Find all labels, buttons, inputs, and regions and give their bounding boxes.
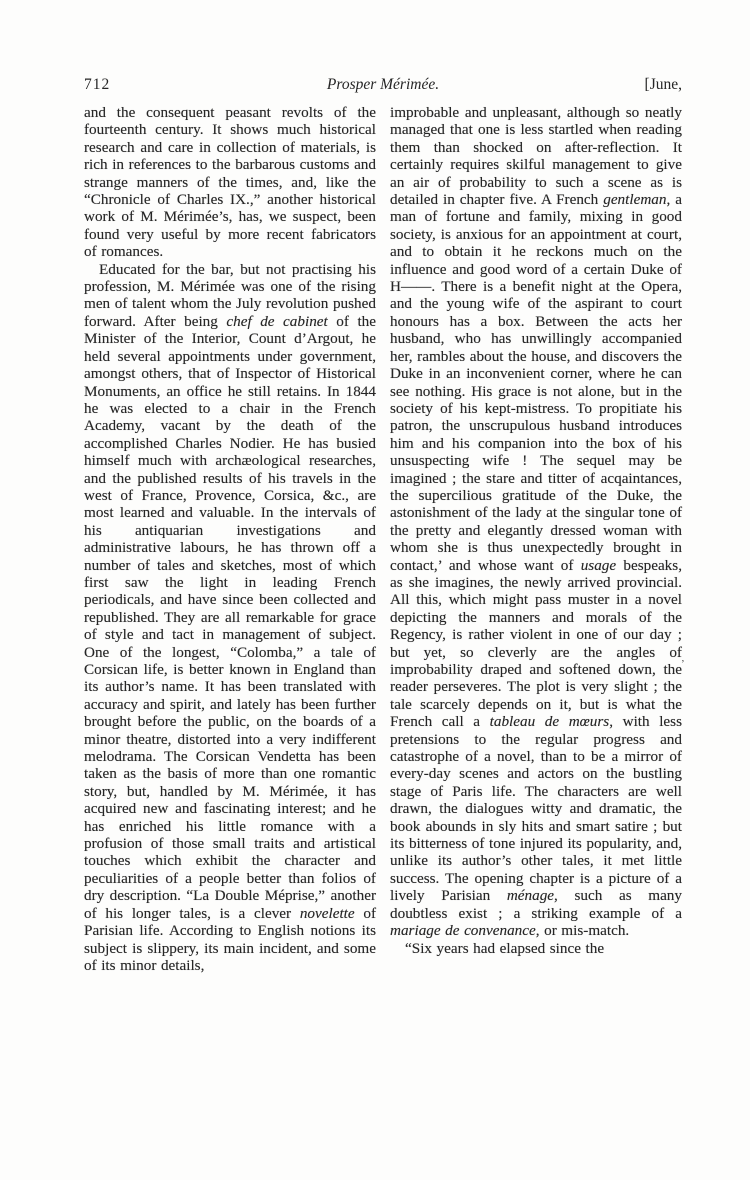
running-title: Prosper Mérimée.	[326, 76, 440, 93]
paragraph-continuation: and the consequent peasant revolts of the fourteenth century. It shows much historical research and care in collection of materials, is rich in references to the barbarous customs and strange manners of the times, and, like the “Chronicle of Charles IX.,” another historical work of M. Mérimée’s, has, we suspect, been found very useful by more recent fabricators of romances.	[84, 104, 376, 261]
text-columns	[84, 104, 682, 974]
paragraph-quote-start: “Six years had elapsed since the	[405, 939, 605, 957]
page-number: 712	[84, 76, 111, 93]
right-column	[390, 104, 682, 974]
page-header	[84, 76, 682, 96]
scan-artifact: ’	[681, 658, 685, 670]
paragraph-continuation: improbable and unpleasant, although so neatly managed that one is less startled when reading them than shocked on after-reflection. It certainly requires skilful management to give an air of probability to such a scene as is detailed in chapter five. A French gentleman, a man of fortune and family, mixing in good society, is anxious for an appointment at court, and to obtain it he reckons much on the influence and good word of a certain Duke of H——. There is a benefit night at the Opera, and the young wife of the aspirant to court honours has a box. Between the acts her husband, who has unwillingly accompanied her, rambles about the house, and discovers the Duke in an inconvenient corner, where he can see nothing. His grace is not alone, but in the society of his kept-mistress. To propitiate his patron, the unscrupulous husband introduces him and his companion into the box of his unsuspecting wife ! The sequel may be imagined ; the stare and titter of acqaintances, the supercilious gratitude of the Duke, the astonishment of the lady at the singular tone of the pretty and elegantly dressed woman with whom she is thus unexpectedly brought in contact,’ and whose want of usage bespeaks, as she imagines, the newly arrived provincial. All this, which might pass muster in a novel depicting the manners and morals of the Regency, is rather violent in one of our day ; but yet, so cleverly are the angles of improbability draped and softened down, the reader perseveres. The plot is very slight ; the tale scarcely depends on it, but is what the French call a tableau de mœurs, with less pretensions to the regular progress and catastrophe of a novel, than to be a mirror of every-day scenes and actors on the bustling stage of Paris life. The characters are well drawn, the dialogues witty and dramatic, the book abounds in sly hits and smart satire ; but its bitterness of tone injured its popularity, and, unlike its author’s other tales, it met little success. The opening chapter is a picture of a lively Parisian ménage, such as many doubtless exist ; a striking example of a mariage de convenance, or mis-match.	[390, 104, 682, 940]
issue-date: [June,	[644, 76, 682, 93]
left-column	[84, 104, 376, 974]
paragraph-biography: Educated for the bar, but not practising his profession, M. Mérimée was one of the rising men of talent whom the July revolution pushed forward. After being chef de cabinet of the Minister of the Interior, Count d’Argout, he held several appointments under government, amongst others, that of Inspector of Historical Monuments, an office he still retains. In 1844 he was elected to a chair in the French Academy, vacant by the death of the accomplished Charles Nodier. He has busied himself much with archæological researches, and the published results of his travels in the west of France, Provence, Corsica, &c., are most learned and valuable. In the intervals of his antiquarian investigations and administrative labours, he has thrown off a number of tales and sketches, most of which first saw the light in leading French periodicals, and have since been collected and republished. They are all remarkable for grace of style and tact in management of subject. One of the longest, “Colomba,” a tale of Corsican life, is better known in England than its author’s name. It has been translated with accuracy and spirit, and lately has been further brought before the public, on the boards of a minor theatre, distorted into a very indifferent melodrama. The Corsican Vendetta has been taken as the basis of more than one romantic story, but, handled by M. Mérimée, it has acquired new and fascinating interest; and he has enriched his little romance with a profusion of those small traits and artistical touches which exhibit the character and peculiarities of a people better than folios of dry description. “La Double Méprise,” another of his longer tales, is a clever novelette of Parisian life. According to English notions its subject is slippery, its main incident, and some of its minor details,	[84, 260, 376, 974]
